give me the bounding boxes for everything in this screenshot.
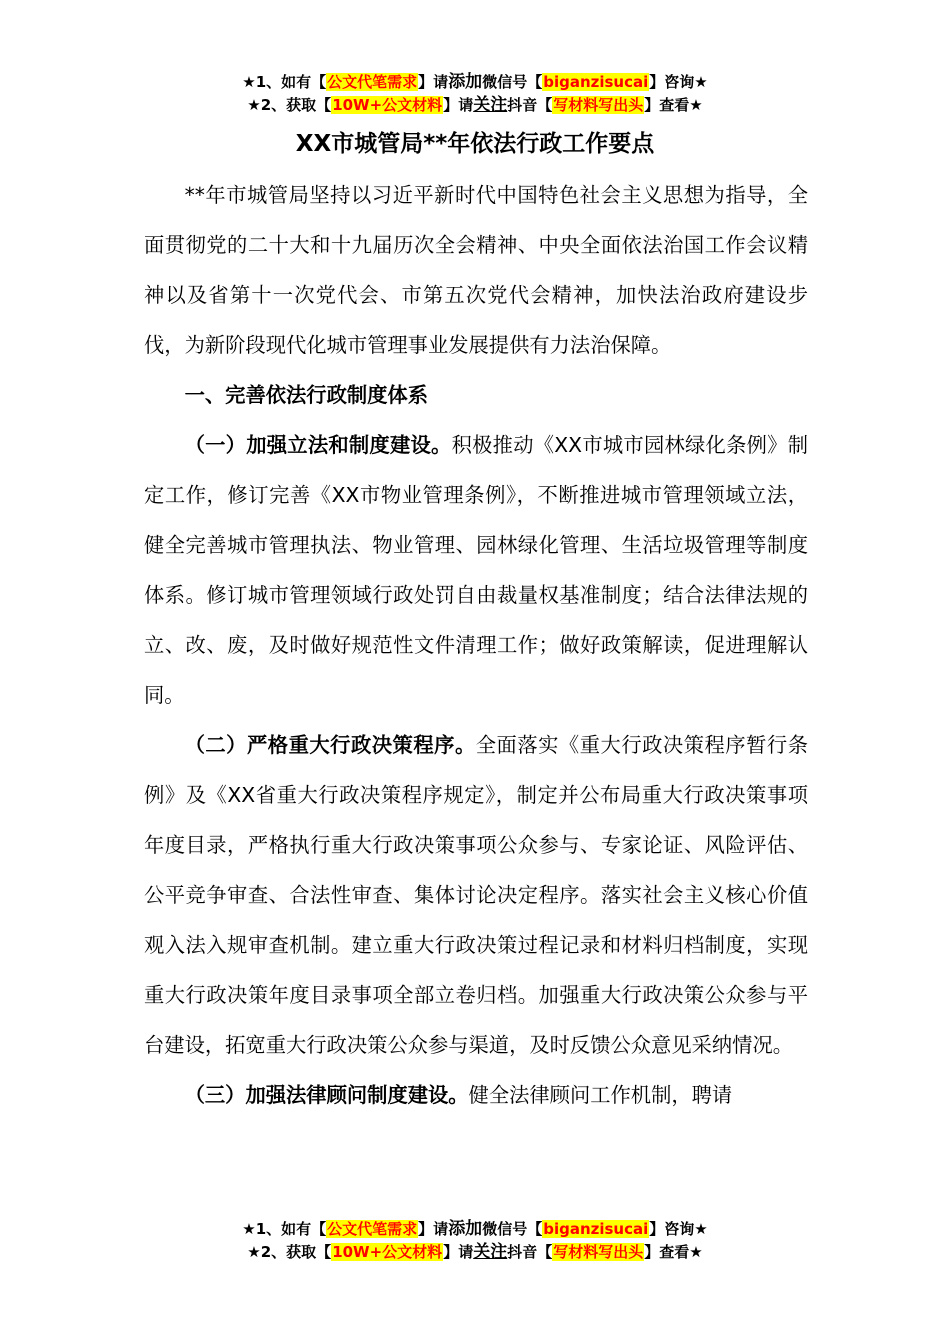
body-paragraph [144, 1070, 808, 1120]
banner-line-2 [0, 1241, 950, 1264]
banner-text: 】查看★ [644, 96, 703, 114]
banner-highlight: 公文代笔需求 [327, 73, 418, 91]
banner-highlight: 10W+公文材料 [332, 1243, 443, 1261]
section-heading: 一、完善依法行政制度体系 [184, 383, 428, 407]
banner-emphasis: 添加 [448, 1219, 483, 1239]
intro-paragraph: **年市城管局坚持以习近平新时代中国特色社会主义思想为指导，全面贯彻党的二十大和十九届历次全会精神、中央全面依法治国工作会议精神以及省第十一次党代会、市第五次党代会精神，加快法治政府建设步伐，为新阶段现代化城市管理事业发展提供有力法治保障。 [144, 183, 808, 357]
banner-highlight: 10W+公文材料 [332, 96, 443, 114]
banner-highlight-douyin-id: 写材料写出头 [553, 96, 644, 114]
banner-highlight: 公文代笔需求 [327, 1220, 418, 1238]
banner-text: 微信号【 [482, 73, 543, 91]
banner-text: 】请 [443, 96, 474, 114]
banner-emphasis: 添加 [448, 72, 483, 92]
banner-text: 】请 [418, 1220, 449, 1238]
item-text: 积极推动《XX市城市园林绿化条例》制定工作，修订完善《XX市物业管理条例》，不断推进城市管理领域立法，健全完善城市管理执法、物业管理、园林绿化管理、生活垃圾管理等制度体系。修订城市管理领域行政处罚自由裁量权基准制度；结合法律法规的立、改、废，及时做好规范性文件清理工作；做好政策解读，促进理解认同。 [144, 433, 808, 707]
banner-highlight-douyin-id: 写材料写出头 [553, 1243, 644, 1261]
banner-text: 】咨询★ [649, 1220, 708, 1238]
banner-text: 】查看★ [644, 1243, 703, 1261]
bottom-banner [0, 1218, 950, 1264]
banner-highlight-wechat-id: biganzisucai [543, 73, 649, 91]
banner-line-1 [0, 1218, 950, 1241]
item-text: 健全法律顾问工作机制，聘请 [468, 1083, 733, 1107]
body-paragraph [144, 720, 808, 1070]
body-paragraph [144, 420, 808, 720]
item-heading: （三）加强法律顾问制度建设。 [184, 1083, 469, 1107]
top-banner [0, 71, 950, 117]
banner-text: 】请 [443, 1243, 474, 1261]
banner-line-1 [0, 71, 950, 94]
document-body [144, 170, 808, 1120]
banner-text: ★1、如有【 [242, 1220, 327, 1238]
banner-text: ★2、获取【 [247, 96, 332, 114]
banner-text: 】咨询★ [649, 73, 708, 91]
item-heading: （一）加强立法和制度建设。 [184, 433, 452, 457]
banner-highlight-wechat-id: biganzisucai [543, 1220, 649, 1238]
banner-text: ★2、获取【 [247, 1243, 332, 1261]
banner-emphasis: 关注 [473, 95, 508, 115]
banner-text: 抖音【 [507, 1243, 553, 1261]
banner-text: 】请 [418, 73, 449, 91]
document-title: XX市城管局**年依法行政工作要点 [295, 131, 655, 157]
banner-line-2 [0, 94, 950, 117]
banner-emphasis: 关注 [473, 1242, 508, 1262]
banner-text: 抖音【 [507, 96, 553, 114]
item-heading: （二）严格重大行政决策程序。 [184, 733, 476, 757]
banner-text: ★1、如有【 [242, 73, 327, 91]
item-text: 全面落实《重大行政决策程序暂行条例》及《XX省重大行政决策程序规定》，制定并公布局重大行政决策事项年度目录，严格执行重大行政决策事项公众参与、专家论证、风险评估、公平竞争审查、合法性审查、集体讨论决定程序。落实社会主义核心价值观入法入规审查机制。建立重大行政决策过程记录和材料归档制度，实现重大行政决策年度目录事项全部立卷归档。加强重大行政决策公众参与平台建设，拓宽重大行政决策公众参与渠道，及时反馈公众意见采纳情况。 [144, 733, 808, 1057]
banner-text: 微信号【 [482, 1220, 543, 1238]
